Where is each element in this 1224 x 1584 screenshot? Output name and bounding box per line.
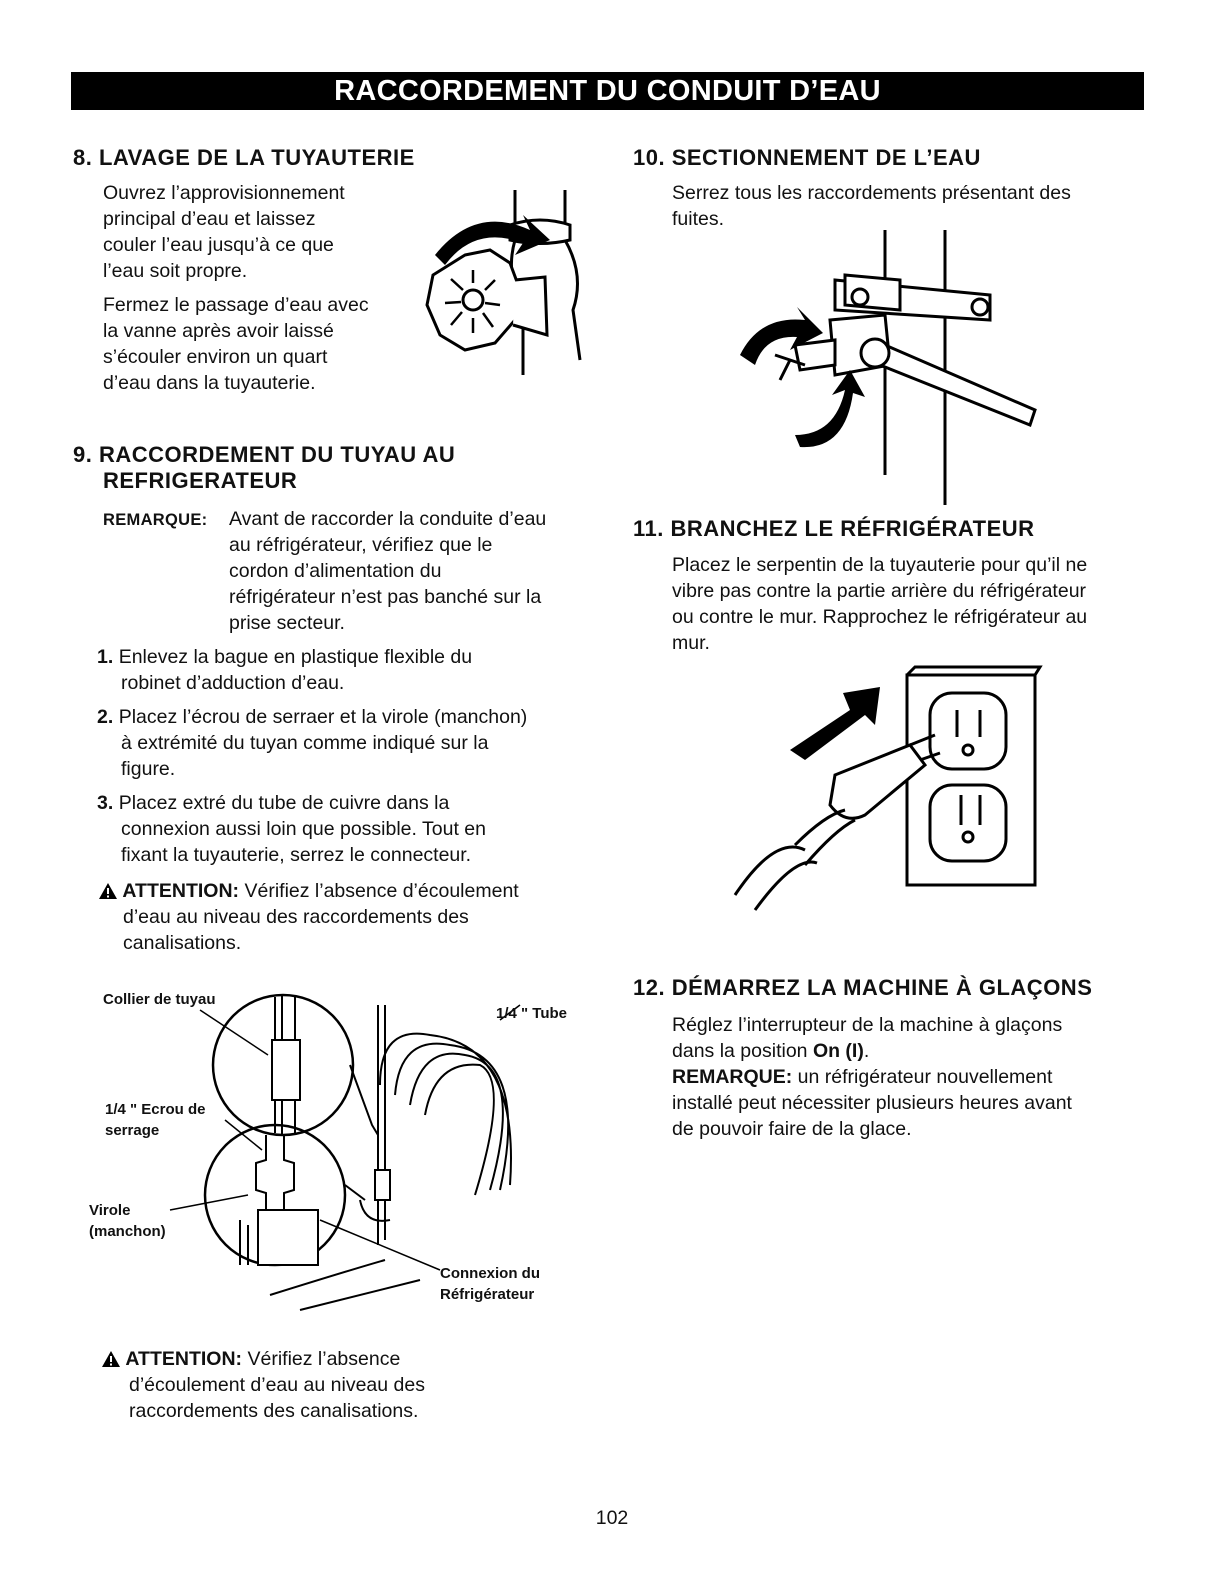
label-connexion-1: Connexion du xyxy=(440,1265,540,1282)
section-12-title: 12. DÉMARREZ LA MACHINE À GLAÇONS xyxy=(633,975,1093,1000)
label-virole-1: Virole xyxy=(89,1202,131,1219)
section-10-title: 10. SECTIONNEMENT DE L’EAU xyxy=(633,145,981,170)
label-connexion-2: Réfrigérateur xyxy=(440,1286,535,1303)
section-8-title: 8. LAVAGE DE LA TUYAUTERIE xyxy=(73,145,415,170)
label-collier: Collier de tuyau xyxy=(103,991,216,1008)
attention-block-1: ATTENTION: Vérifiez l’absence d’écoulement d’eau au niveau des raccordements des canalisations. xyxy=(99,878,519,956)
list-item: 1. Enlevez la bague en plastique flexible du xyxy=(97,646,473,668)
section-8-text: Ouvrez l’approvisionnement principal d’eau et laissez couler l’eau jusqu’à ce que l’eau soit propre. Fermez le passage d’eau avec la vanne après avoir laissé s’écouler environ un quart d’eau dans la tuyauterie. xyxy=(103,182,369,394)
warning-triangle-icon xyxy=(102,1351,120,1367)
section-12-text: Réglez l’interrupteur de la machine à glaçons dans la position On (I). REMARQUE: un réfrigérateur nouvellement installé peut nécessiter plusieurs heures avant de pouvoir faire de la glace. xyxy=(672,1014,1072,1140)
valve-illustration xyxy=(415,185,590,385)
section-11-title: 11. BRANCHEZ LE RÉFRIGÉRATEUR xyxy=(633,516,1035,541)
label-tube: 1/4 " Tube xyxy=(496,1005,568,1022)
list-item: 3. Placez extré du tube de cuivre dans la xyxy=(97,792,450,814)
section-9-steps: 1. Enlevez la bague en plastique flexible du robinet d’adduction d’eau. 2. Placez l’écrou de serraer et la virole (manchon) à extrémité du tuyan comme indiqué sur la figure. 3. Placez extré du tube de cuivre dans la connexion aussi loin que possible. Tout en fixant la tuyauterie, serrez le connecteur. xyxy=(97,646,528,866)
page-number: 102 xyxy=(595,1507,629,1529)
list-item: 2. Placez l’écrou de serraer et la virole (manchon) xyxy=(97,706,528,728)
label-ecrou-1: 1/4 " Ecrou de xyxy=(105,1101,206,1118)
section-11-text: Placez le serpentin de la tuyauterie pour qu’il ne vibre pas contre la partie arrière du réfrigérateur ou contre le mur. Rapprochez le réfrigérateur au mur. xyxy=(672,554,1088,654)
section-9-title: 9. RACCORDEMENT DU TUYAU AU REFRIGERATEUR xyxy=(73,442,456,493)
shutoff-clamp-illustration xyxy=(735,225,1045,510)
power-outlet-illustration xyxy=(735,665,1045,915)
attention-block-2: ATTENTION: Vérifiez l’absence d’écoulement d’eau au niveau des raccordements des canalisations. xyxy=(102,1346,425,1424)
section-banner: RACCORDEMENT DU CONDUIT D’EAU xyxy=(71,72,1144,110)
section-10-text: Serrez tous les raccordements présentant des fuites. xyxy=(672,182,1071,230)
warning-triangle-icon xyxy=(99,883,117,899)
label-virole-2: (manchon) xyxy=(89,1223,166,1240)
label-ecrou-2: serrage xyxy=(105,1122,160,1139)
